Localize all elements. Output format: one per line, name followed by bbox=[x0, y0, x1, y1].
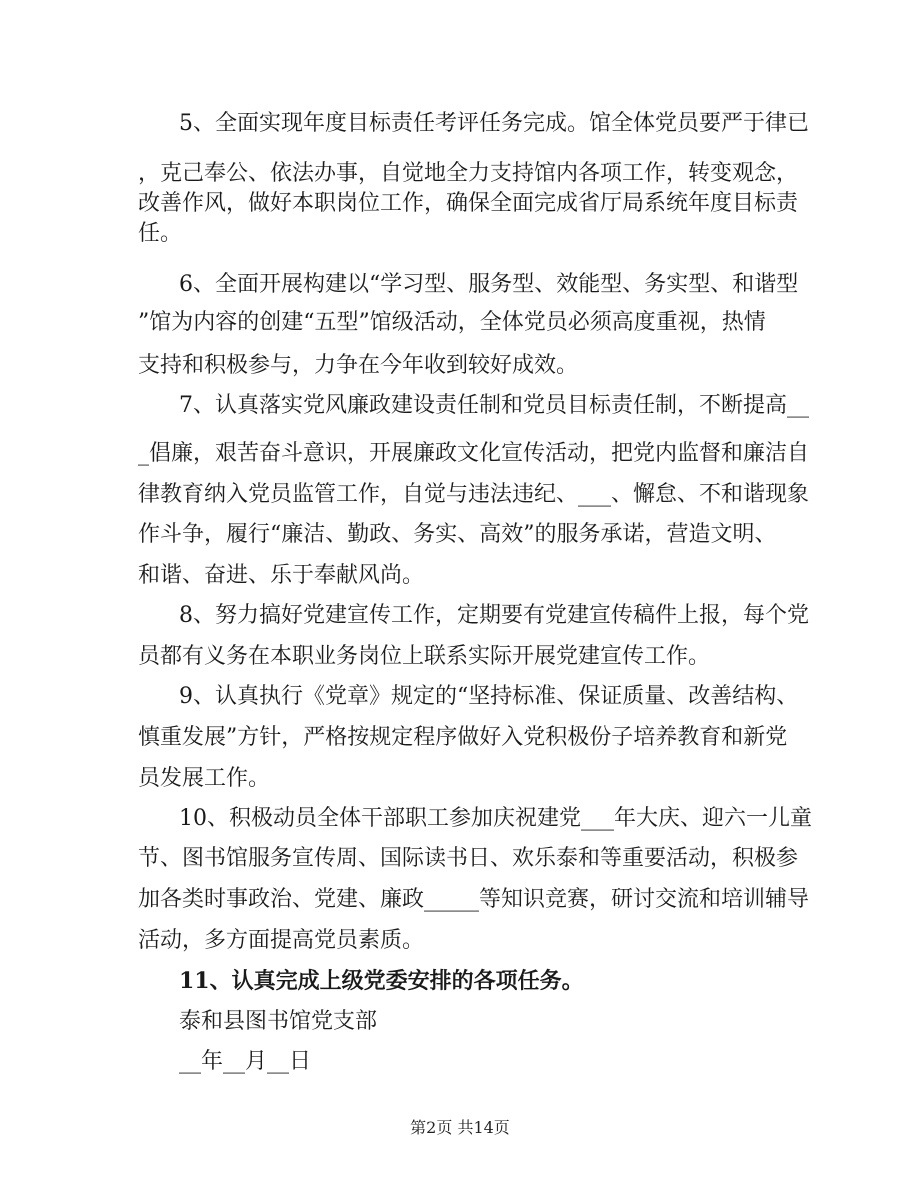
paragraph-6-line-1: 6、全面开展构建以“学习型、服务型、效能型、务实型、和谐型 bbox=[179, 272, 799, 297]
paragraph-7-line-4: 作斗争，履行“廉洁、勤政、务实、高效”的服务承诺，营造文明、 bbox=[138, 522, 777, 547]
paragraph-7-line-2: _倡廉，艰苦奋斗意识，开展廉政文化宣传活动，把党内监督和廉洁自 bbox=[138, 441, 810, 466]
paragraph-6-line-3: 支持和积极参与，力争在今年收到较好成效。 bbox=[138, 353, 579, 378]
paragraph-5-line-2: ，克己奉公、依法办事，自觉地全力支持馆内各项工作，转变观念， bbox=[138, 161, 799, 186]
paragraph-10-line-1: 10、积极动员全体干部职工参加庆祝建党___年大庆、迎六一儿童 bbox=[179, 806, 812, 831]
paragraph-11: 11、认真完成上级党委安排的各项任务。 bbox=[179, 968, 584, 994]
paragraph-5-line-4: 任。 bbox=[138, 221, 183, 246]
paragraph-7-line-3: 律教育纳入党员监管工作，自觉与违法违纪、___、懈怠、不和谐现象 bbox=[138, 482, 810, 507]
paragraph-5-line-3: 改善作风，做好本职岗位工作，确保全面完成省厅局系统年度目标责 bbox=[138, 191, 799, 216]
signature-organization: 泰和县图书馆党支部 bbox=[179, 1009, 378, 1034]
paragraph-9-line-1: 9、认真执行《党章》规定的“坚持标准、保证质量、改善结构、 bbox=[179, 684, 799, 709]
paragraph-7-line-5: 和谐、奋进、乐于奉献风尚。 bbox=[138, 563, 425, 588]
signature-date: __年__月__日 bbox=[179, 1049, 312, 1074]
paragraph-8-line-2: 员都有义务在本职业务岗位上联系实际开展党建宣传工作。 bbox=[138, 644, 711, 669]
paragraph-6-line-2: ”馆为内容的创建“五型”馆级活动，全体党员必须高度重视，热情 bbox=[138, 310, 766, 335]
paragraph-7-line-1: 7、认真落实党风廉政建设责任制和党员目标责任制，不断提高__ bbox=[179, 393, 809, 418]
paragraph-9-line-3: 员发展工作。 bbox=[138, 766, 271, 791]
paragraph-8-line-1: 8、努力搞好党建宣传工作，定期要有党建宣传稿件上报，每个党 bbox=[179, 603, 809, 628]
paragraph-5-line-1: 5、全面实现年度目标责任考评任务完成。馆全体党员要严于律已 bbox=[179, 111, 809, 136]
paragraph-10-line-3: 加各类时事政治、党建、廉政_____等知识竞赛，研讨交流和培训辅导 bbox=[138, 887, 810, 912]
paragraph-9-line-2: 慎重发展”方针，严格按规定程序做好入党积极份子培养教育和新党 bbox=[138, 725, 788, 750]
paragraph-10-line-4: 活动，多方面提高党员素质。 bbox=[138, 928, 425, 953]
page-number-footer: 第2页 共14页 bbox=[410, 1118, 510, 1137]
paragraph-10-line-2: 节、图书馆服务宣传周、国际读书日、欢乐泰和等重要活动，积极参 bbox=[138, 846, 799, 871]
